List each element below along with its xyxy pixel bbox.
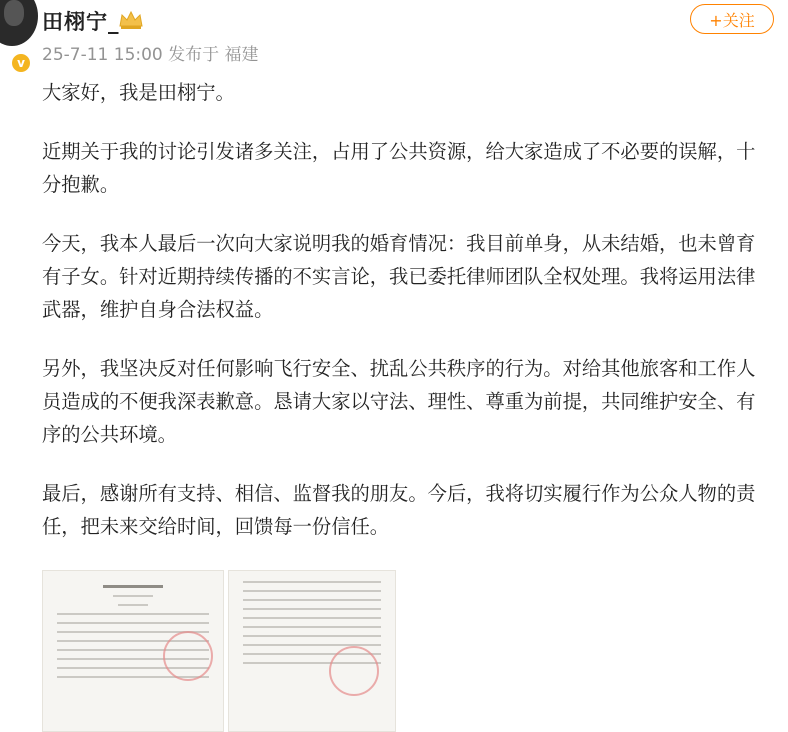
paragraph: 近期关于我的讨论引发诸多关注，占用了公共资源，给大家造成了不必要的误解，十分抱歉。: [42, 140, 756, 196]
avatar[interactable]: [0, 0, 38, 46]
paragraph: 大家好，我是田栩宁。: [42, 81, 235, 104]
author-name[interactable]: 田栩宁_: [42, 10, 120, 34]
attached-image[interactable]: [42, 570, 224, 732]
post-content: [42, 76, 772, 569]
post-timestamp[interactable]: 25-7-11 15:00: [42, 45, 163, 65]
post-meta: [42, 40, 259, 65]
paragraph: 最后，感谢所有支持、相信、监督我的朋友。今后，我将切实履行作为公众人物的责任，把未来交给时间，回馈每一份信任。: [42, 482, 756, 538]
verified-badge-icon: v: [10, 52, 32, 74]
follow-button[interactable]: +关注: [690, 4, 774, 34]
attached-image[interactable]: [228, 570, 396, 732]
post-location: 发布于 福建: [168, 45, 259, 65]
crown-icon: [118, 10, 144, 30]
paragraph: 今天，我本人最后一次向大家说明我的婚育情况：我目前单身，从未结婚，也未曾育有子女。针对近期持续传播的不实言论，我已委托律师团队全权处理。我将运用法律武器，维护自身合法权益。: [42, 232, 756, 321]
paragraph: 另外，我坚决反对任何影响飞行安全、扰乱公共秩序的行为。对给其他旅客和工作人员造成的不便我深表歉意。恳请大家以守法、理性、尊重为前提，共同维护安全、有序的公共环境。: [42, 357, 756, 446]
